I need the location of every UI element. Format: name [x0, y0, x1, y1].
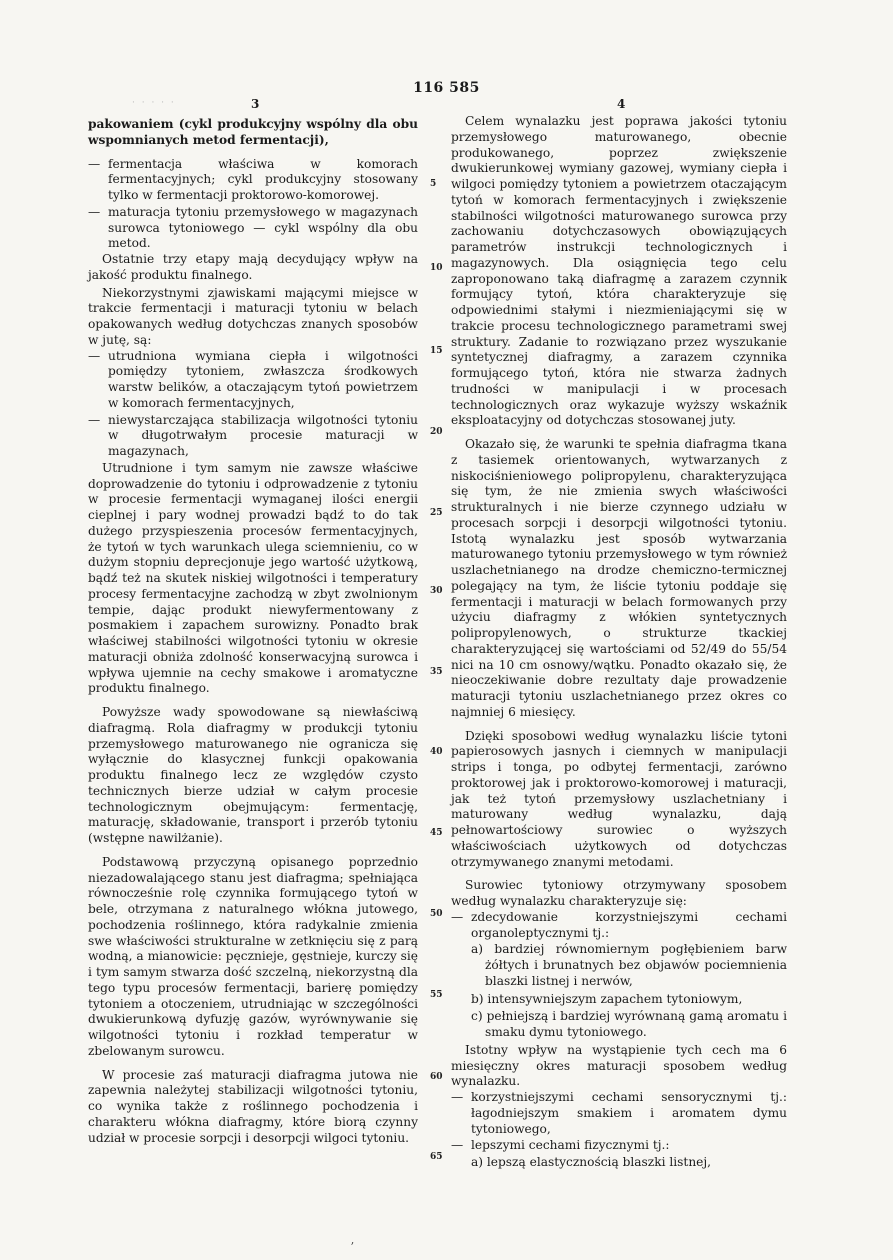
line-number: 55 — [430, 990, 443, 1000]
paragraph: Surowiec tytoniowy otrzymywany sposobem według wynalazku charakteryzuje się: — [451, 878, 787, 908]
line-number: 5 — [430, 179, 437, 189]
line-number: 20 — [430, 427, 443, 437]
sub-list-item: a) lepszą elastycznością blaszki listnej, — [471, 1155, 712, 1169]
sub-list-item: b) intensywniejszym zapachem tytoniowym, — [471, 991, 743, 1006]
scan-mark: ʼ — [350, 1240, 354, 1254]
paragraph: Dzięki sposobowi według wynalazku liście tytoni papierosowych jasnych i ciemnych w manipulacji strips i tonga, po odbytej fermentacji, zarówno proktorowej jak i proktorowo-komorowej i maturacji, jak też tytoń przemysłowy uszlachetniany i maturowany według wynalazku, dają pełnowartościowy surowiec o wyższych właściwościach użytkowych od dotychczas otrzymywanego znanymi metodami. — [451, 728, 787, 869]
sub-list-item: c) pełniejszą i bardziej wyrównaną gamą aromatu i smaku dymu tytoniowego. — [471, 1009, 787, 1039]
line-number: 40 — [430, 747, 443, 757]
list-item: — korzystniejszymi cechami sensorycznymi tj.: łagodniejszym smakiem i aromatem dymu tytoniowego, — [451, 1090, 787, 1137]
right-column — [451, 114, 787, 1173]
list-item: — lepszymi cechami fizycznymi tj.: — [451, 1138, 787, 1154]
list-item: — fermentacja właściwa w komorach fermentacyjnych; cykl produkcyjny stosowany tylko w fermentacji proktorowo-komorowej. — [88, 157, 418, 204]
line-number: 30 — [430, 586, 443, 596]
list-item: — maturacja tytoniu przemysłowego w magazynach surowca tytoniowego — cykl wspólny dla obu metod. — [88, 205, 418, 252]
line-number: 50 — [430, 909, 443, 919]
line-number: 25 — [430, 508, 443, 518]
paragraph: Istotny wpływ na wystąpienie tych cech ma 6 miesięczny okres maturacji sposobem według wynalazku. — [451, 1042, 787, 1089]
paragraph: Celem wynalazku jest poprawa jakości tytoniu przemysłowego maturowanego, obecnie produkowanego, poprzez zwiększenie dwukierunkowej wymiany gazowej, wymiany ciepła i wilgoci pomiędzy tytoniem a powietrzem otaczającym tytoń w komorach fermentacyjnych i zwiększenie stabilności wilgotności maturowanego surowca przy zachowaniu dotychczasowych obowiązujących parametrów instrukcji technologicznych i magazynowych. Dla osiągnięcia tego celu zaproponowano taką diafragmę a zarazem czynnik formujący tytoń, która charakteryzuje się odpowiednimi stałymi i niezmieniającymi się w trakcie procesu technologicznego parametrami swej struktury. Zadanie to rozwiązano przez wyszukanie syntetycznej diafragmy, a zarazem czynnika formującego tytoń, która nie stwarza żadnych trudności w manipulacji i w procesach technologicznych oraz wykazuje wyższy wskaźnik eksploatacyjny od dotychczas stosowanej juty. — [451, 114, 787, 428]
left-column — [88, 117, 418, 1154]
paragraph: Niekorzystnymi zjawiskami mającymi miejsce w trakcie fermentacji i maturacji tytoniu w belach opakowanych według dotychczas znanych sposobów w jutę, są: — [88, 285, 418, 347]
right-column-number: 4 — [617, 97, 626, 111]
line-number: 35 — [430, 667, 443, 677]
line-number: 10 — [430, 263, 443, 273]
scan-smudge: · · · · · — [132, 98, 176, 108]
paragraph: Utrudnione i tym samym nie zawsze właściwe doprowadzenie do tytoniu i odprowadzenie z tytoniu w procesie fermentacji wymaganej ilości energii cieplnej i pary wodnej prowadzi bądź to do tak dużego przyspieszenia procesów fermentacyjnych, że tytoń w tych warunkach ulega sciemnieniu, co w dużym stopniu deprecjonuje jego wartość użytkową, bądź też na skutek niskiej wilgotności i temperatury procesy fermentacyjne zachodzą w zbyt zwolnionym tempie, dając produkt niewyfermentowany z posmakiem i zapachem surowizny. Ponadto brak właściwej stabilności wilgotności tytoniu w okresie maturacji obniża zdolność konserwacyjną surowca i wpływa ujemnie na cechy smakowe i aromatyczne produktu finalnego. — [88, 460, 418, 696]
line-number: 60 — [430, 1072, 443, 1082]
paragraph: Okazało się, że warunki te spełnia diafragma tkana z tasiemek orientowanych, wytwarzanych z niskociśnieniowego polipropylenu, charakteryzująca się tym, że nie zmienia swych właściwości strukturalnych i nie bierze czynnego udziału w procesach sorpcji i desorpcji wilgotności tytoniu. Istotą wynalazku jest sposób wytwarzania maturowanego tytoniu przemysłowego w tym również uszlachetnianego na drodze chemiczno-termicznej polegający na tym, że liście tytoniu poddaje się fermentacji i maturacji w belach formowanych przy użyciu diafragmy z włókien syntetycznych polipropylenowych, o strukturze tkackiej charakteryzującej się wartościami od 52/49 do 55/54 nici na 10 cm osnowy/wątku. Ponadto okazało się, że nieoczekiwanie dobre rezultaty daje prowadzenie maturacji tytoniu uszlachetnianego przez okres co najmniej 6 miesięcy. — [451, 437, 787, 719]
document-number: 116 585 — [413, 80, 480, 96]
line-number: 45 — [430, 828, 443, 838]
line-number: 15 — [430, 346, 443, 356]
line-number: 65 — [430, 1152, 443, 1162]
continuation-text: pakowaniem (cykl produkcyjny wspólny dla obu wspomnianych metod fermentacji), — [88, 117, 418, 147]
left-column-number: 3 — [251, 97, 260, 111]
list-item: — zdecydowanie korzystniejszymi cechami organoleptycznymi tj.: — [451, 910, 787, 942]
paragraph: Ostatnie trzy etapy mają decydujący wpływ na jakość produktu finalnego. — [88, 252, 418, 282]
paragraph: Podstawową przyczyną opisanego poprzednio niezadowalającego stanu jest diafragma; spełniająca równocześnie rolę czynnika formującego tytoń w bele, otrzymana z naturalnego włókna jutowego, pochodzenia roślinnego, która radykalnie zmienia swe właściwości strukturalne w zetknięciu się z parą wodną, a mianowicie: pęcznieje, gęstnieje, kurczy się i tym samym stwarza dość szczelną, niekorzystną dla tego typu procesów fermentacji, barierę pomiędzy tytoniem a otoczeniem, utrudniając w szczególności dwukierunkową dyfuzję gazów, wyrównywanie się wilgotności tytoniu i rozkład temperatur w zbelowanym surowcu. — [88, 854, 418, 1058]
sub-list-item: a) bardziej równomiernym pogłębieniem barw żółtych i brunatnych bez objawów pociemnienia blaszki listnej i nerwów, — [471, 942, 787, 988]
list-item: — niewystarczająca stabilizacja wilgotności tytoniu w długotrwałym procesie maturacji w magazynach, — [88, 413, 418, 460]
paragraph: W procesie zaś maturacji diafragma jutowa nie zapewnia należytej stabilizacji wilgotności tytoniu, co wynika także z roślinnego pochodzenia i charakteru włókna diafragmy, które biorą czynny udział w procesie sorpcji i desorpcji wilgoci tytoniu. — [88, 1067, 418, 1145]
list-item: — utrudniona wymiana ciepła i wilgotności pomiędzy tytoniem, zwłaszcza środkowych warstw belików, a otaczającym tytoń powietrzem w komorach fermentacyjnych, — [88, 349, 418, 412]
paragraph: Powyższe wady spowodowane są niewłaściwą diafragmą. Rola diafragmy w produkcji tytoniu przemysłowego maturowanego nie ogranicza się wyłącznie do klasycznej funkcji opakowania produktu finalnego lecz ze względów czysto technicznych bierze udział w całym procesie technologicznym obejmującym: fermentację, maturację, składowanie, transport i przerób tytoniu (wstępne nawilżanie). — [88, 705, 418, 845]
